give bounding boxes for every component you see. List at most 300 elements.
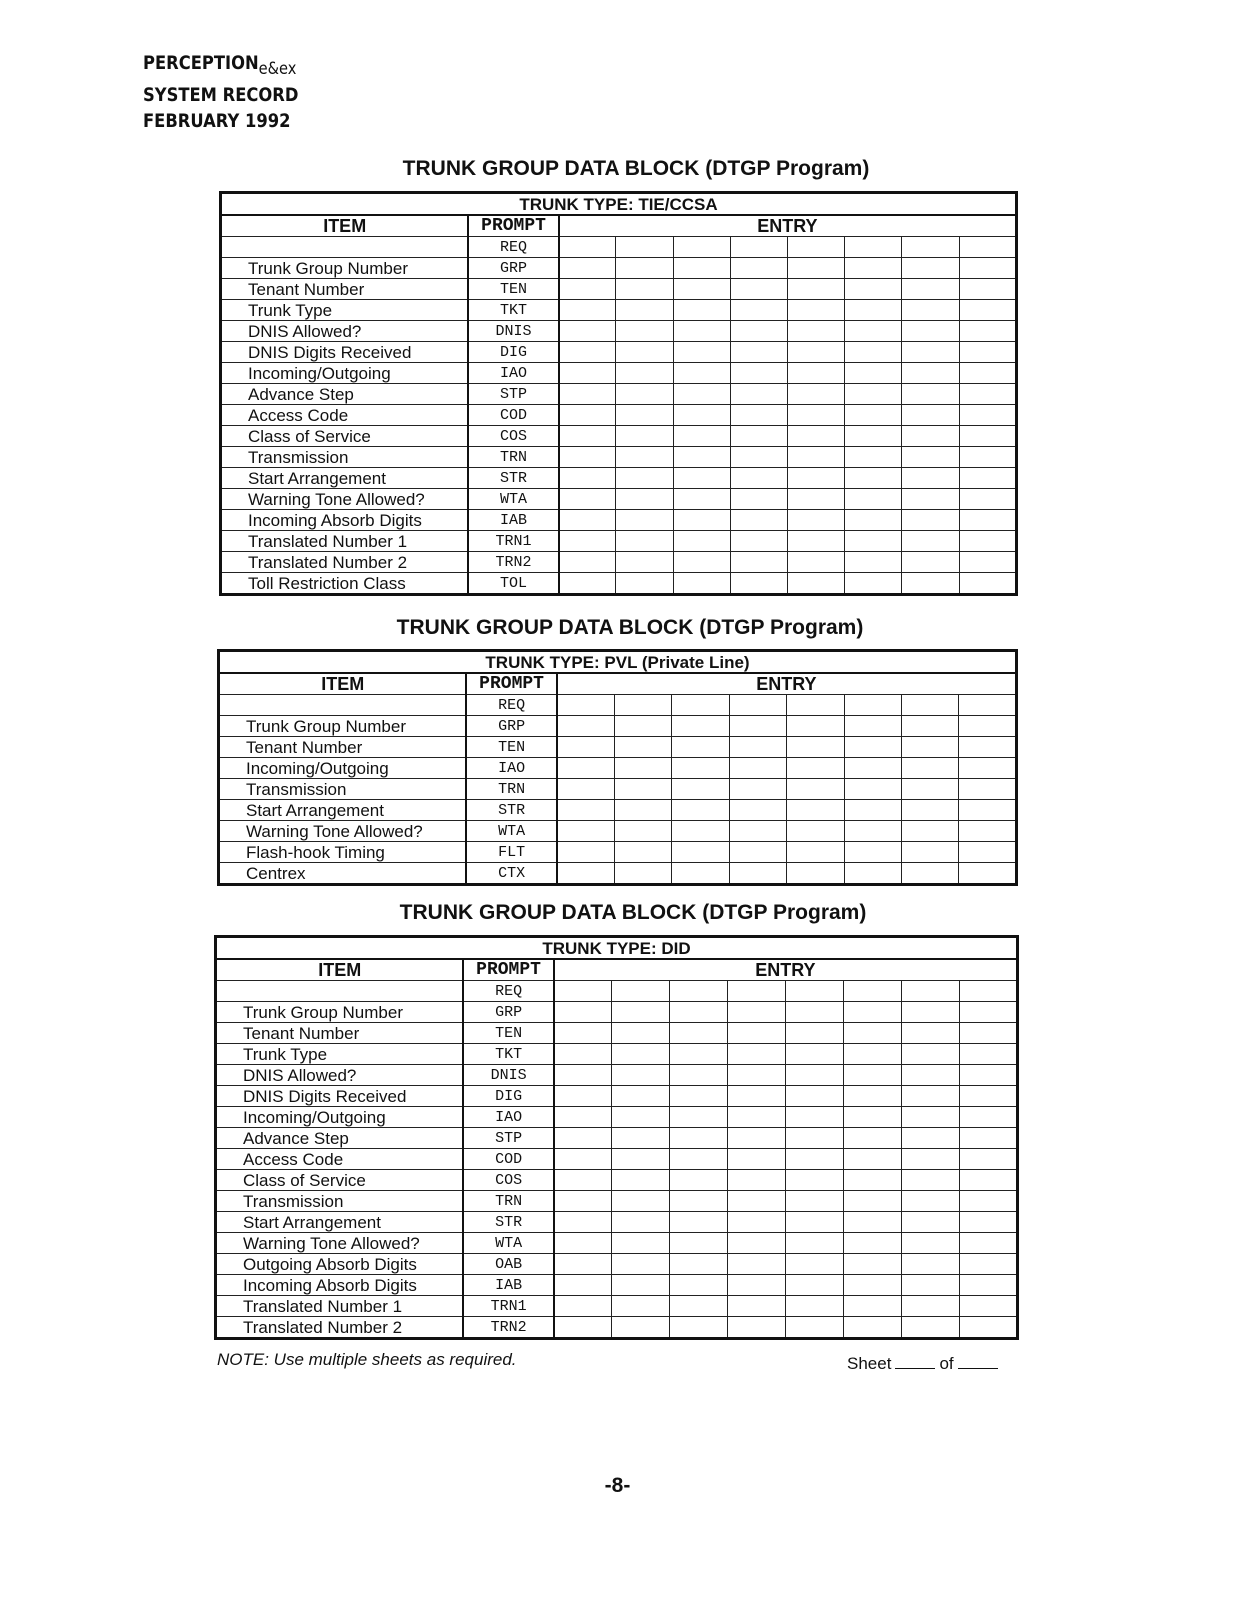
entry-cell[interactable] bbox=[902, 510, 959, 531]
entry-cell[interactable] bbox=[670, 1044, 728, 1065]
entry-cell[interactable] bbox=[788, 384, 845, 405]
entry-cell[interactable] bbox=[959, 716, 1017, 737]
entry-cell[interactable] bbox=[672, 842, 729, 863]
entry-cell[interactable] bbox=[786, 1086, 844, 1107]
entry-cell[interactable] bbox=[612, 1254, 670, 1275]
entry-cell[interactable] bbox=[788, 405, 845, 426]
entry-cell[interactable] bbox=[670, 1149, 728, 1170]
entry-cell[interactable] bbox=[902, 321, 959, 342]
entry-cell[interactable] bbox=[845, 426, 902, 447]
entry-cell[interactable] bbox=[672, 737, 729, 758]
entry-cell[interactable] bbox=[959, 779, 1017, 800]
entry-cell[interactable] bbox=[787, 779, 844, 800]
entry-cell[interactable] bbox=[901, 821, 958, 842]
entry-cell[interactable] bbox=[728, 1191, 786, 1212]
entry-cell[interactable] bbox=[614, 737, 671, 758]
entry-cell[interactable] bbox=[901, 779, 958, 800]
entry-cell[interactable] bbox=[959, 447, 1016, 468]
entry-cell[interactable] bbox=[959, 758, 1017, 779]
entry-cell[interactable] bbox=[672, 695, 729, 716]
entry-cell[interactable] bbox=[673, 342, 730, 363]
entry-cell[interactable] bbox=[616, 405, 673, 426]
entry-cell[interactable] bbox=[959, 510, 1016, 531]
entry-cell[interactable] bbox=[670, 1296, 728, 1317]
entry-cell[interactable] bbox=[673, 510, 730, 531]
entry-cell[interactable] bbox=[554, 1086, 612, 1107]
entry-cell[interactable] bbox=[901, 1296, 959, 1317]
entry-cell[interactable] bbox=[901, 1191, 959, 1212]
entry-cell[interactable] bbox=[786, 1170, 844, 1191]
entry-cell[interactable] bbox=[729, 821, 786, 842]
entry-cell[interactable] bbox=[787, 842, 844, 863]
entry-cell[interactable] bbox=[844, 1191, 902, 1212]
entry-cell[interactable] bbox=[959, 821, 1017, 842]
entry-cell[interactable] bbox=[901, 863, 958, 885]
entry-cell[interactable] bbox=[730, 321, 787, 342]
entry-cell[interactable] bbox=[787, 716, 844, 737]
entry-cell[interactable] bbox=[672, 821, 729, 842]
entry-cell[interactable] bbox=[959, 1296, 1017, 1317]
entry-cell[interactable] bbox=[612, 1296, 670, 1317]
entry-cell[interactable] bbox=[959, 1212, 1017, 1233]
entry-cell[interactable] bbox=[844, 842, 901, 863]
entry-cell[interactable] bbox=[902, 552, 959, 573]
entry-cell[interactable] bbox=[730, 510, 787, 531]
entry-cell[interactable] bbox=[786, 1149, 844, 1170]
entry-cell[interactable] bbox=[786, 1065, 844, 1086]
entry-cell[interactable] bbox=[788, 363, 845, 384]
entry-cell[interactable] bbox=[670, 1002, 728, 1023]
entry-cell[interactable] bbox=[787, 821, 844, 842]
entry-cell[interactable] bbox=[612, 1149, 670, 1170]
entry-cell[interactable] bbox=[844, 821, 901, 842]
entry-cell[interactable] bbox=[844, 716, 901, 737]
entry-cell[interactable] bbox=[612, 1002, 670, 1023]
entry-cell[interactable] bbox=[786, 981, 844, 1002]
entry-cell[interactable] bbox=[673, 363, 730, 384]
entry-cell[interactable] bbox=[959, 842, 1017, 863]
entry-cell[interactable] bbox=[901, 842, 958, 863]
entry-cell[interactable] bbox=[901, 1317, 959, 1339]
entry-cell[interactable] bbox=[902, 405, 959, 426]
entry-cell[interactable] bbox=[559, 279, 616, 300]
entry-cell[interactable] bbox=[616, 531, 673, 552]
entry-cell[interactable] bbox=[844, 695, 901, 716]
entry-cell[interactable] bbox=[670, 1023, 728, 1044]
entry-cell[interactable] bbox=[554, 1023, 612, 1044]
entry-cell[interactable] bbox=[557, 821, 614, 842]
entry-cell[interactable] bbox=[787, 758, 844, 779]
entry-cell[interactable] bbox=[728, 1023, 786, 1044]
entry-cell[interactable] bbox=[616, 384, 673, 405]
entry-cell[interactable] bbox=[728, 1002, 786, 1023]
entry-cell[interactable] bbox=[673, 447, 730, 468]
entry-cell[interactable] bbox=[614, 842, 671, 863]
entry-cell[interactable] bbox=[844, 863, 901, 885]
entry-cell[interactable] bbox=[554, 1149, 612, 1170]
entry-cell[interactable] bbox=[959, 981, 1017, 1002]
entry-cell[interactable] bbox=[901, 981, 959, 1002]
entry-cell[interactable] bbox=[902, 531, 959, 552]
entry-cell[interactable] bbox=[959, 1254, 1017, 1275]
entry-cell[interactable] bbox=[670, 1191, 728, 1212]
entry-cell[interactable] bbox=[902, 573, 959, 595]
entry-cell[interactable] bbox=[554, 1233, 612, 1254]
entry-cell[interactable] bbox=[902, 342, 959, 363]
sheet-number-blank[interactable] bbox=[895, 1354, 935, 1369]
entry-cell[interactable] bbox=[786, 1107, 844, 1128]
entry-cell[interactable] bbox=[673, 321, 730, 342]
entry-cell[interactable] bbox=[557, 863, 614, 885]
entry-cell[interactable] bbox=[845, 258, 902, 279]
entry-cell[interactable] bbox=[786, 1275, 844, 1296]
entry-cell[interactable] bbox=[959, 1065, 1017, 1086]
entry-cell[interactable] bbox=[844, 1275, 902, 1296]
entry-cell[interactable] bbox=[559, 300, 616, 321]
entry-cell[interactable] bbox=[788, 552, 845, 573]
entry-cell[interactable] bbox=[559, 321, 616, 342]
entry-cell[interactable] bbox=[959, 426, 1016, 447]
entry-cell[interactable] bbox=[672, 758, 729, 779]
entry-cell[interactable] bbox=[901, 716, 958, 737]
entry-cell[interactable] bbox=[729, 779, 786, 800]
entry-cell[interactable] bbox=[557, 800, 614, 821]
entry-cell[interactable] bbox=[673, 258, 730, 279]
entry-cell[interactable] bbox=[673, 489, 730, 510]
entry-cell[interactable] bbox=[554, 1065, 612, 1086]
entry-cell[interactable] bbox=[902, 426, 959, 447]
entry-cell[interactable] bbox=[730, 447, 787, 468]
entry-cell[interactable] bbox=[901, 758, 958, 779]
entry-cell[interactable] bbox=[559, 531, 616, 552]
entry-cell[interactable] bbox=[845, 531, 902, 552]
entry-cell[interactable] bbox=[959, 737, 1017, 758]
entry-cell[interactable] bbox=[959, 1149, 1017, 1170]
entry-cell[interactable] bbox=[729, 695, 786, 716]
entry-cell[interactable] bbox=[554, 1170, 612, 1191]
entry-cell[interactable] bbox=[959, 384, 1016, 405]
entry-cell[interactable] bbox=[730, 552, 787, 573]
entry-cell[interactable] bbox=[612, 1191, 670, 1212]
entry-cell[interactable] bbox=[670, 1212, 728, 1233]
entry-cell[interactable] bbox=[673, 531, 730, 552]
entry-cell[interactable] bbox=[730, 300, 787, 321]
entry-cell[interactable] bbox=[612, 1317, 670, 1339]
entry-cell[interactable] bbox=[902, 258, 959, 279]
entry-cell[interactable] bbox=[788, 531, 845, 552]
entry-cell[interactable] bbox=[959, 405, 1016, 426]
entry-cell[interactable] bbox=[557, 695, 614, 716]
entry-cell[interactable] bbox=[554, 1317, 612, 1339]
entry-cell[interactable] bbox=[729, 758, 786, 779]
entry-cell[interactable] bbox=[670, 1086, 728, 1107]
entry-cell[interactable] bbox=[959, 1086, 1017, 1107]
entry-cell[interactable] bbox=[786, 1317, 844, 1339]
entry-cell[interactable] bbox=[670, 1170, 728, 1191]
entry-cell[interactable] bbox=[902, 300, 959, 321]
entry-cell[interactable] bbox=[673, 468, 730, 489]
entry-cell[interactable] bbox=[612, 1233, 670, 1254]
entry-cell[interactable] bbox=[959, 258, 1016, 279]
entry-cell[interactable] bbox=[901, 1065, 959, 1086]
entry-cell[interactable] bbox=[959, 1317, 1017, 1339]
entry-cell[interactable] bbox=[844, 1044, 902, 1065]
entry-cell[interactable] bbox=[729, 863, 786, 885]
entry-cell[interactable] bbox=[672, 716, 729, 737]
entry-cell[interactable] bbox=[554, 1107, 612, 1128]
entry-cell[interactable] bbox=[844, 981, 902, 1002]
entry-cell[interactable] bbox=[730, 342, 787, 363]
entry-cell[interactable] bbox=[959, 1023, 1017, 1044]
entry-cell[interactable] bbox=[612, 1065, 670, 1086]
entry-cell[interactable] bbox=[959, 1275, 1017, 1296]
entry-cell[interactable] bbox=[612, 1023, 670, 1044]
entry-cell[interactable] bbox=[844, 1233, 902, 1254]
entry-cell[interactable] bbox=[730, 279, 787, 300]
entry-cell[interactable] bbox=[844, 1086, 902, 1107]
entry-cell[interactable] bbox=[844, 758, 901, 779]
entry-cell[interactable] bbox=[845, 342, 902, 363]
entry-cell[interactable] bbox=[673, 552, 730, 573]
entry-cell[interactable] bbox=[786, 1002, 844, 1023]
entry-cell[interactable] bbox=[728, 1086, 786, 1107]
entry-cell[interactable] bbox=[959, 573, 1016, 595]
entry-cell[interactable] bbox=[902, 384, 959, 405]
entry-cell[interactable] bbox=[728, 1212, 786, 1233]
entry-cell[interactable] bbox=[673, 279, 730, 300]
entry-cell[interactable] bbox=[786, 1212, 844, 1233]
entry-cell[interactable] bbox=[559, 552, 616, 573]
entry-cell[interactable] bbox=[788, 342, 845, 363]
entry-cell[interactable] bbox=[559, 426, 616, 447]
entry-cell[interactable] bbox=[728, 1128, 786, 1149]
entry-cell[interactable] bbox=[614, 800, 671, 821]
entry-cell[interactable] bbox=[614, 779, 671, 800]
entry-cell[interactable] bbox=[554, 981, 612, 1002]
entry-cell[interactable] bbox=[901, 800, 958, 821]
entry-cell[interactable] bbox=[902, 279, 959, 300]
entry-cell[interactable] bbox=[730, 426, 787, 447]
entry-cell[interactable] bbox=[559, 342, 616, 363]
entry-cell[interactable] bbox=[730, 531, 787, 552]
entry-cell[interactable] bbox=[612, 1128, 670, 1149]
entry-cell[interactable] bbox=[670, 1065, 728, 1086]
entry-cell[interactable] bbox=[616, 363, 673, 384]
entry-cell[interactable] bbox=[616, 468, 673, 489]
entry-cell[interactable] bbox=[788, 279, 845, 300]
entry-cell[interactable] bbox=[612, 1107, 670, 1128]
entry-cell[interactable] bbox=[788, 489, 845, 510]
entry-cell[interactable] bbox=[672, 800, 729, 821]
entry-cell[interactable] bbox=[845, 363, 902, 384]
entry-cell[interactable] bbox=[729, 737, 786, 758]
entry-cell[interactable] bbox=[728, 1170, 786, 1191]
entry-cell[interactable] bbox=[554, 1128, 612, 1149]
entry-cell[interactable] bbox=[959, 468, 1016, 489]
entry-cell[interactable] bbox=[959, 489, 1016, 510]
entry-cell[interactable] bbox=[788, 468, 845, 489]
entry-cell[interactable] bbox=[554, 1044, 612, 1065]
entry-cell[interactable] bbox=[728, 1296, 786, 1317]
entry-cell[interactable] bbox=[616, 489, 673, 510]
entry-cell[interactable] bbox=[788, 510, 845, 531]
entry-cell[interactable] bbox=[557, 842, 614, 863]
entry-cell[interactable] bbox=[787, 737, 844, 758]
entry-cell[interactable] bbox=[559, 447, 616, 468]
entry-cell[interactable] bbox=[844, 779, 901, 800]
entry-cell[interactable] bbox=[554, 1296, 612, 1317]
entry-cell[interactable] bbox=[730, 363, 787, 384]
entry-cell[interactable] bbox=[788, 237, 845, 258]
entry-cell[interactable] bbox=[902, 447, 959, 468]
entry-cell[interactable] bbox=[786, 1128, 844, 1149]
entry-cell[interactable] bbox=[612, 1170, 670, 1191]
entry-cell[interactable] bbox=[901, 1149, 959, 1170]
entry-cell[interactable] bbox=[788, 258, 845, 279]
entry-cell[interactable] bbox=[844, 1254, 902, 1275]
entry-cell[interactable] bbox=[557, 758, 614, 779]
entry-cell[interactable] bbox=[901, 1044, 959, 1065]
entry-cell[interactable] bbox=[729, 716, 786, 737]
entry-cell[interactable] bbox=[959, 1128, 1017, 1149]
entry-cell[interactable] bbox=[730, 258, 787, 279]
entry-cell[interactable] bbox=[728, 981, 786, 1002]
entry-cell[interactable] bbox=[554, 1275, 612, 1296]
entry-cell[interactable] bbox=[901, 737, 958, 758]
entry-cell[interactable] bbox=[559, 405, 616, 426]
sheet-total-blank[interactable] bbox=[958, 1354, 998, 1369]
entry-cell[interactable] bbox=[845, 237, 902, 258]
entry-cell[interactable] bbox=[616, 510, 673, 531]
entry-cell[interactable] bbox=[728, 1065, 786, 1086]
entry-cell[interactable] bbox=[672, 779, 729, 800]
entry-cell[interactable] bbox=[728, 1044, 786, 1065]
entry-cell[interactable] bbox=[673, 237, 730, 258]
entry-cell[interactable] bbox=[788, 321, 845, 342]
entry-cell[interactable] bbox=[616, 321, 673, 342]
entry-cell[interactable] bbox=[959, 342, 1016, 363]
entry-cell[interactable] bbox=[901, 1086, 959, 1107]
entry-cell[interactable] bbox=[959, 279, 1016, 300]
entry-cell[interactable] bbox=[730, 405, 787, 426]
entry-cell[interactable] bbox=[670, 1233, 728, 1254]
entry-cell[interactable] bbox=[728, 1107, 786, 1128]
entry-cell[interactable] bbox=[559, 384, 616, 405]
entry-cell[interactable] bbox=[612, 1275, 670, 1296]
entry-cell[interactable] bbox=[844, 737, 901, 758]
entry-cell[interactable] bbox=[959, 863, 1017, 885]
entry-cell[interactable] bbox=[788, 573, 845, 595]
entry-cell[interactable] bbox=[728, 1233, 786, 1254]
entry-cell[interactable] bbox=[959, 1233, 1017, 1254]
entry-cell[interactable] bbox=[612, 1086, 670, 1107]
entry-cell[interactable] bbox=[616, 552, 673, 573]
entry-cell[interactable] bbox=[845, 300, 902, 321]
entry-cell[interactable] bbox=[728, 1317, 786, 1339]
entry-cell[interactable] bbox=[614, 821, 671, 842]
entry-cell[interactable] bbox=[670, 1275, 728, 1296]
entry-cell[interactable] bbox=[959, 800, 1017, 821]
entry-cell[interactable] bbox=[959, 1107, 1017, 1128]
entry-cell[interactable] bbox=[845, 552, 902, 573]
entry-cell[interactable] bbox=[728, 1149, 786, 1170]
entry-cell[interactable] bbox=[559, 258, 616, 279]
entry-cell[interactable] bbox=[844, 1023, 902, 1044]
entry-cell[interactable] bbox=[673, 426, 730, 447]
entry-cell[interactable] bbox=[845, 321, 902, 342]
entry-cell[interactable] bbox=[959, 1044, 1017, 1065]
entry-cell[interactable] bbox=[959, 695, 1017, 716]
entry-cell[interactable] bbox=[959, 552, 1016, 573]
entry-cell[interactable] bbox=[844, 1317, 902, 1339]
entry-cell[interactable] bbox=[845, 573, 902, 595]
entry-cell[interactable] bbox=[902, 237, 959, 258]
entry-cell[interactable] bbox=[673, 300, 730, 321]
entry-cell[interactable] bbox=[845, 447, 902, 468]
entry-cell[interactable] bbox=[901, 1212, 959, 1233]
entry-cell[interactable] bbox=[788, 447, 845, 468]
entry-cell[interactable] bbox=[612, 1044, 670, 1065]
entry-cell[interactable] bbox=[559, 489, 616, 510]
entry-cell[interactable] bbox=[730, 468, 787, 489]
entry-cell[interactable] bbox=[901, 1023, 959, 1044]
entry-cell[interactable] bbox=[787, 800, 844, 821]
entry-cell[interactable] bbox=[670, 1317, 728, 1339]
entry-cell[interactable] bbox=[559, 573, 616, 595]
entry-cell[interactable] bbox=[845, 279, 902, 300]
entry-cell[interactable] bbox=[554, 1212, 612, 1233]
entry-cell[interactable] bbox=[728, 1275, 786, 1296]
entry-cell[interactable] bbox=[845, 489, 902, 510]
entry-cell[interactable] bbox=[672, 863, 729, 885]
entry-cell[interactable] bbox=[786, 1296, 844, 1317]
entry-cell[interactable] bbox=[845, 405, 902, 426]
entry-cell[interactable] bbox=[902, 363, 959, 384]
entry-cell[interactable] bbox=[959, 237, 1016, 258]
entry-cell[interactable] bbox=[844, 1170, 902, 1191]
entry-cell[interactable] bbox=[614, 716, 671, 737]
entry-cell[interactable] bbox=[670, 981, 728, 1002]
entry-cell[interactable] bbox=[959, 1170, 1017, 1191]
entry-cell[interactable] bbox=[959, 1191, 1017, 1212]
entry-cell[interactable] bbox=[901, 1254, 959, 1275]
entry-cell[interactable] bbox=[959, 363, 1016, 384]
entry-cell[interactable] bbox=[616, 573, 673, 595]
entry-cell[interactable] bbox=[730, 573, 787, 595]
entry-cell[interactable] bbox=[554, 1254, 612, 1275]
entry-cell[interactable] bbox=[616, 258, 673, 279]
entry-cell[interactable] bbox=[786, 1254, 844, 1275]
entry-cell[interactable] bbox=[559, 363, 616, 384]
entry-cell[interactable] bbox=[959, 300, 1016, 321]
entry-cell[interactable] bbox=[845, 384, 902, 405]
entry-cell[interactable] bbox=[670, 1107, 728, 1128]
entry-cell[interactable] bbox=[786, 1044, 844, 1065]
entry-cell[interactable] bbox=[787, 863, 844, 885]
entry-cell[interactable] bbox=[728, 1254, 786, 1275]
entry-cell[interactable] bbox=[901, 1170, 959, 1191]
entry-cell[interactable] bbox=[959, 1002, 1017, 1023]
entry-cell[interactable] bbox=[616, 342, 673, 363]
entry-cell[interactable] bbox=[787, 695, 844, 716]
entry-cell[interactable] bbox=[786, 1233, 844, 1254]
entry-cell[interactable] bbox=[844, 800, 901, 821]
entry-cell[interactable] bbox=[554, 1002, 612, 1023]
entry-cell[interactable] bbox=[559, 237, 616, 258]
entry-cell[interactable] bbox=[673, 384, 730, 405]
entry-cell[interactable] bbox=[901, 1107, 959, 1128]
entry-cell[interactable] bbox=[901, 1233, 959, 1254]
